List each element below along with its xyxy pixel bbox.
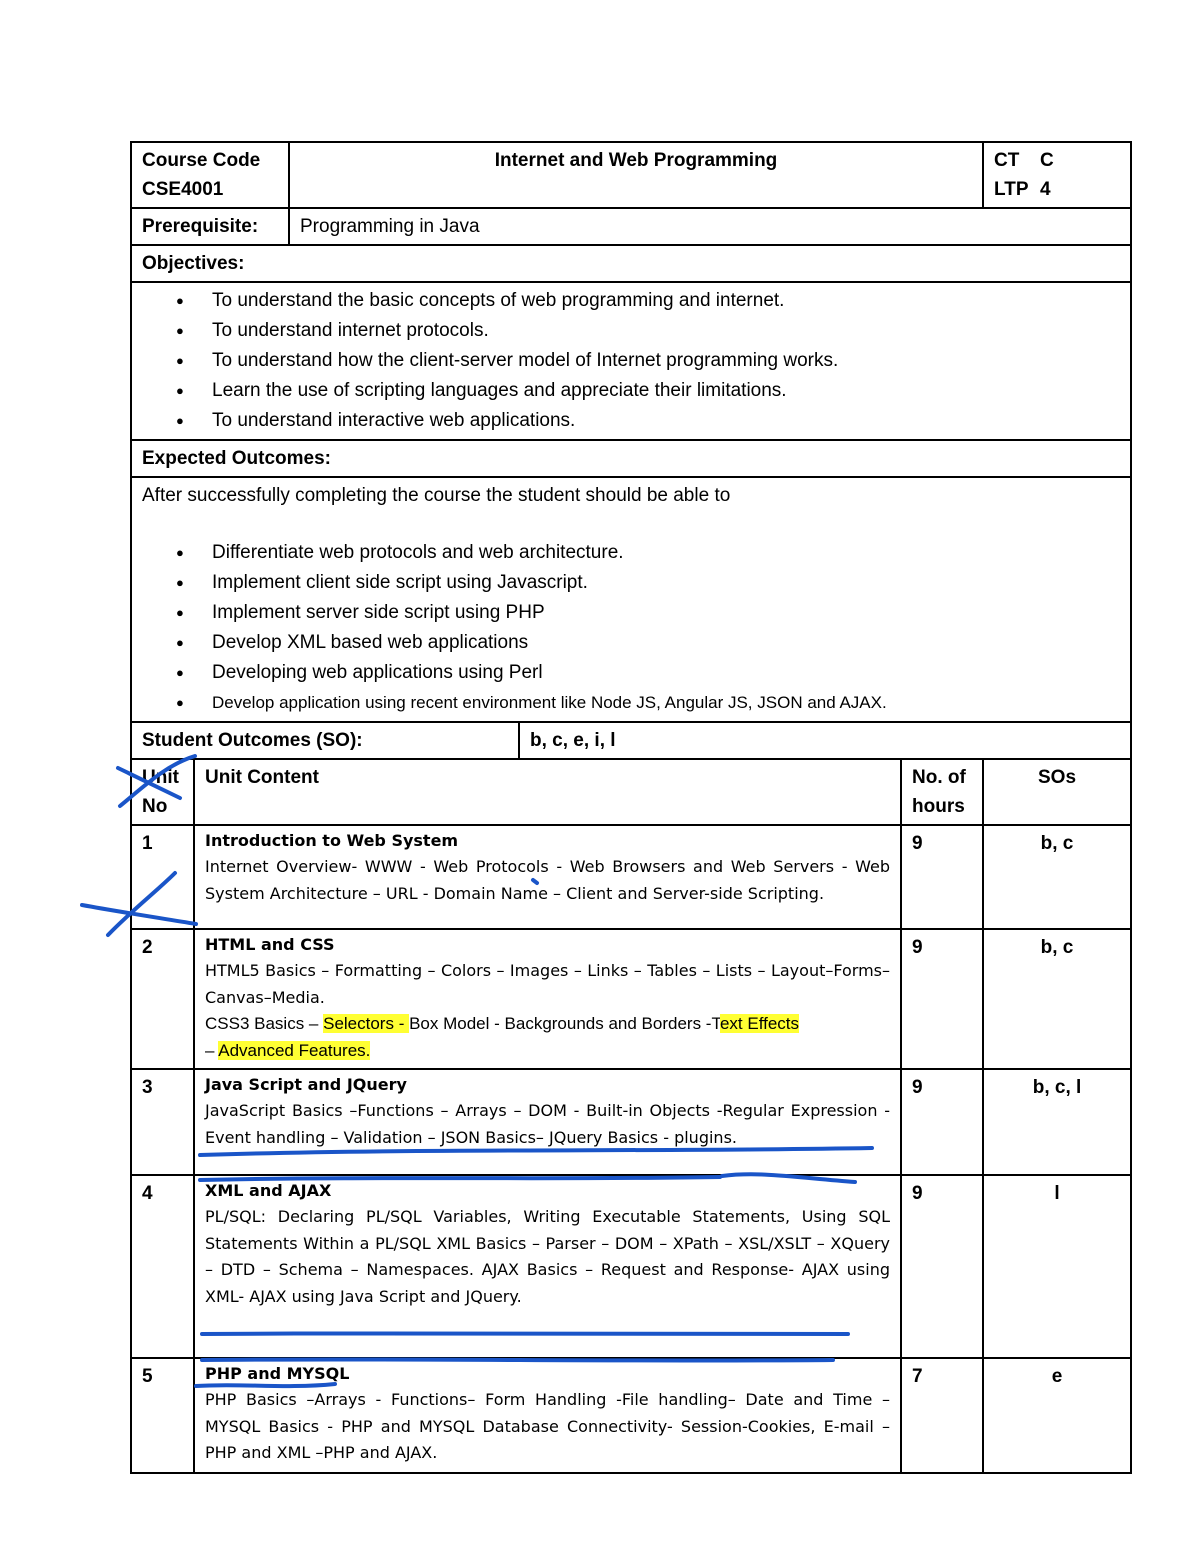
unit-number: 5 xyxy=(131,1358,194,1473)
unit-number: 1 xyxy=(131,825,194,929)
prerequisite-value: Programming in Java xyxy=(289,208,1131,245)
course-code-cell xyxy=(131,142,289,208)
objective-item: ● To understand interactive web applications. xyxy=(212,406,1120,436)
css-topic-highlighted: Selectors - xyxy=(323,1014,410,1033)
credit-cell xyxy=(983,142,1131,208)
unit-title: HTML and CSS xyxy=(205,935,335,954)
unit-number: 2 xyxy=(131,929,194,1069)
unit-body: JavaScript Basics –Functions – Arrays – DOM - Built-in Objects -Regular Expression - Event handling – Validation – JSON Basics– JQuery Basics - plugins. xyxy=(205,1101,890,1147)
css-topic: – xyxy=(205,1040,219,1060)
ltp-label: LTP xyxy=(994,179,1029,200)
unit-body: HTML5 Basics – Formatting – Colors – Images – Links – Tables – Lists – Layout–Forms–Canvas–Media. xyxy=(205,961,890,1007)
outcome-item: ● Develop XML based web applications xyxy=(212,628,1120,658)
outcome-item: ● Differentiate web protocols and web architecture. xyxy=(212,538,1120,568)
unit-hours: 7 xyxy=(901,1358,983,1473)
objectives-label: Objectives: xyxy=(131,245,1131,282)
table-row xyxy=(131,1175,1131,1358)
outcomes-intro: After successfully completing the course the student should be able to xyxy=(142,485,731,506)
student-outcomes-value: b, c, e, i, l xyxy=(519,722,1131,759)
objective-item: ● To understand internet protocols. xyxy=(212,316,1120,346)
objective-item: ● To understand how the client-server model of Internet programming works. xyxy=(212,346,1120,376)
outcome-item: ● Implement client side script using Javascript. xyxy=(212,568,1120,598)
unit-sos: l xyxy=(983,1175,1131,1358)
objective-item: ● Learn the use of scripting languages and appreciate their limitations. xyxy=(212,376,1120,406)
unit-title: PHP and MYSQL xyxy=(205,1364,350,1383)
unit-body: Internet Overview- WWW - Web Protocols - Web Browsers and Web Servers - Web System Architecture – URL - Domain Name – Client and Server-side Scripting. xyxy=(205,857,890,903)
unit-title: XML and AJAX xyxy=(205,1181,332,1200)
unit-no-header: Unit No xyxy=(131,759,194,825)
unit-sos: b, c xyxy=(983,825,1131,929)
syllabus-table xyxy=(130,141,1132,1474)
unit-body: PHP Basics –Arrays - Functions– Form Handling -File handling– Date and Time – MYSQL Basics - PHP and MYSQL Database Connectivity- Session-Cookies, E-mail – PHP and XML –PHP and AJAX. xyxy=(205,1390,890,1462)
unit-content xyxy=(194,825,901,929)
outcome-item: ● Developing web applications using Perl xyxy=(212,658,1120,688)
css-topics xyxy=(205,1011,890,1064)
outcome-item: ● Develop application using recent environment like Node JS, Angular JS, JSON and AJAX. xyxy=(212,688,1120,718)
ltp-value: 4 xyxy=(1040,179,1051,200)
ct-label: CT xyxy=(994,150,1020,171)
outcomes-label: Expected Outcomes: xyxy=(131,440,1131,477)
hours-header: No. of hours xyxy=(901,759,983,825)
outcome-item: ● Implement server side script using PHP xyxy=(212,598,1120,628)
css-topic-highlighted: ext Effects xyxy=(719,1014,800,1033)
unit-hours: 9 xyxy=(901,1069,983,1175)
outcomes-list xyxy=(142,538,1120,718)
unit-title: Introduction to Web System xyxy=(205,831,459,850)
outcomes-cell xyxy=(131,477,1131,722)
objective-item: ● To understand the basic concepts of web programming and internet. xyxy=(212,286,1120,316)
unit-sos: b, c, l xyxy=(983,1069,1131,1175)
unit-content xyxy=(194,929,901,1069)
unit-content-header: Unit Content xyxy=(194,759,901,825)
table-row xyxy=(131,825,1131,929)
table-row xyxy=(131,1069,1131,1175)
unit-number: 3 xyxy=(131,1069,194,1175)
unit-hours: 9 xyxy=(901,929,983,1069)
prerequisite-label: Prerequisite: xyxy=(131,208,289,245)
unit-content xyxy=(194,1175,901,1358)
unit-body: PL/SQL: Declaring PL/SQL Variables, Writing Executable Statements, Using SQL Statements Within a PL/SQL XML Basics – Parser – DOM – XPath – XSL/XSLT – XQuery – DTD – Schema – Namespaces. AJAX Basics – Request and Response- AJAX using XML- AJAX using Java Script and JQuery. xyxy=(205,1207,890,1306)
css-topic-highlighted: Advanced Features. xyxy=(218,1040,371,1060)
unit-content xyxy=(194,1069,901,1175)
table-row xyxy=(131,929,1131,1069)
course-code: CSE4001 xyxy=(142,179,224,200)
table-row xyxy=(131,1358,1131,1473)
unit-number: 4 xyxy=(131,1175,194,1358)
course-code-label: Course Code xyxy=(142,150,261,171)
css-topic: CSS3 Basics – xyxy=(205,1014,324,1033)
unit-content xyxy=(194,1358,901,1473)
unit-title: Java Script and JQuery xyxy=(205,1075,407,1094)
ct-value: C xyxy=(1040,150,1054,171)
objectives-list-cell xyxy=(131,282,1131,440)
unit-sos: b, c xyxy=(983,929,1131,1069)
student-outcomes-label: Student Outcomes (SO): xyxy=(131,722,519,759)
unit-hours: 9 xyxy=(901,1175,983,1358)
sos-header: SOs xyxy=(983,759,1131,825)
unit-sos: e xyxy=(983,1358,1131,1473)
unit-hours: 9 xyxy=(901,825,983,929)
objectives-list xyxy=(142,286,1120,436)
css-topic: Box Model - Backgrounds and Borders -T xyxy=(409,1014,720,1033)
course-title: Internet and Web Programming xyxy=(289,142,983,208)
